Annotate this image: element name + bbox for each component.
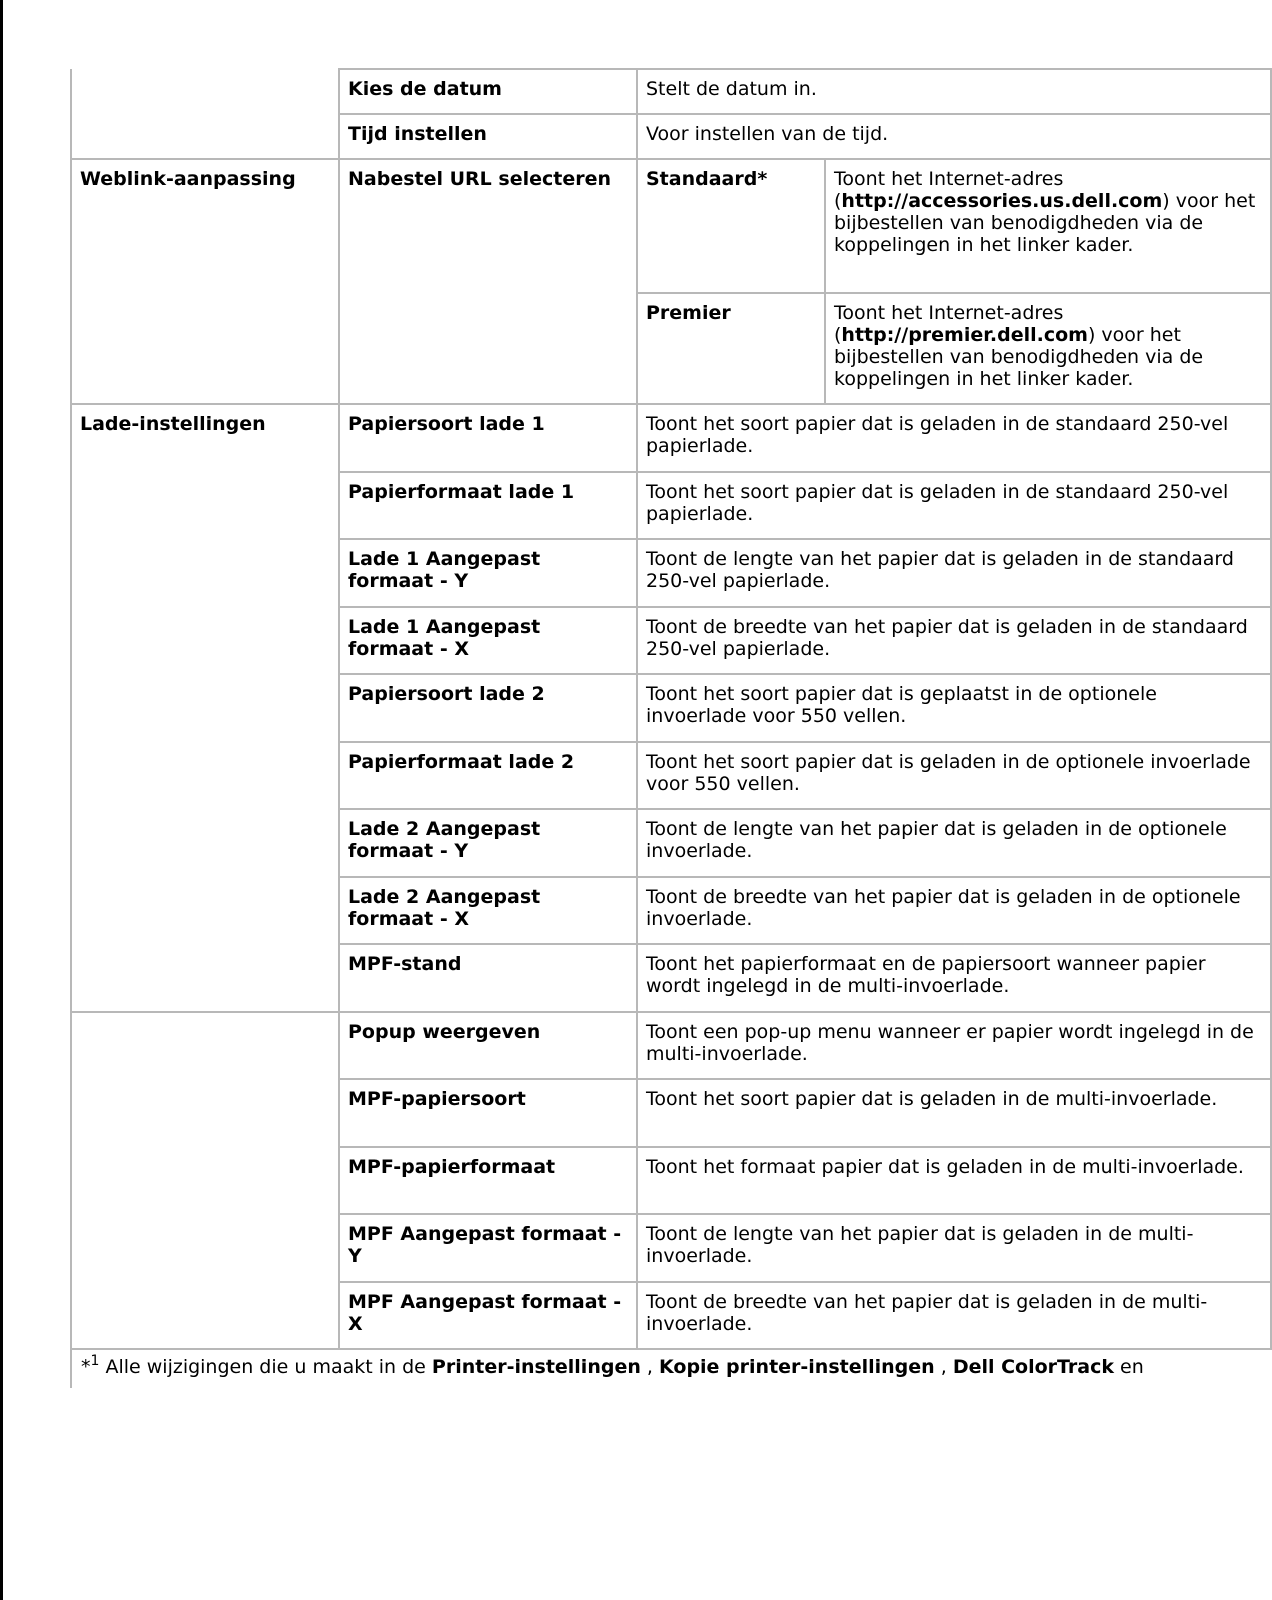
settings-table-viewport	[70, 68, 1256, 1408]
setting-cell: Lade 1 Aangepast formaat - X	[339, 607, 637, 674]
table-row	[71, 404, 1271, 472]
setting-cell: Kies de datum	[339, 69, 637, 114]
desc-cell: Toont de breedte van het papier dat is geladen in de standaard 250-vel papierlade.	[637, 607, 1271, 674]
desc-cell: Toont de breedte van het papier dat is geladen in de multi-invoerlade.	[637, 1282, 1271, 1349]
desc-text: ) voor het bijbestellen van benodigdheden via de koppelingen in het linker kader.	[834, 324, 1204, 390]
setting-cell: Papiersoort lade 1	[339, 404, 637, 472]
desc-cell: Toont het formaat papier dat is geladen in de multi-invoerlade.	[637, 1147, 1271, 1214]
option-desc-cell	[825, 293, 1271, 404]
setting-cell: Papierformaat lade 1	[339, 472, 637, 539]
footnote-sep: ,	[640, 1356, 659, 1378]
setting-cell: MPF Aangepast formaat - X	[339, 1282, 637, 1349]
group-cell: Lade-instellingen	[71, 404, 339, 1012]
page-left-rule	[0, 0, 3, 1600]
setting-cell: Lade 2 Aangepast formaat - X	[339, 877, 637, 944]
url-link[interactable]: http://premier.dell.com	[841, 324, 1088, 346]
setting-cell: Lade 1 Aangepast formaat - Y	[339, 539, 637, 607]
desc-cell: Toont de lengte van het papier dat is geladen in de optionele invoerlade.	[637, 809, 1271, 877]
setting-cell: MPF Aangepast formaat - Y	[339, 1214, 637, 1282]
footnote-sep: ,	[934, 1356, 953, 1378]
setting-cell: MPF-papiersoort	[339, 1079, 637, 1147]
desc-cell: Toont een pop-up menu wanneer er papier wordt ingelegd in de multi-invoerlade.	[637, 1012, 1271, 1079]
desc-cell: Stelt de datum in.	[637, 69, 1271, 114]
group-cell-empty	[71, 69, 339, 159]
desc-text: ) voor het bijbestellen van benodigdheden via de koppelingen in het linker kader.	[834, 190, 1256, 256]
desc-cell: Voor instellen van de tijd.	[637, 114, 1271, 159]
footnote-text: Alle wijzigingen die u maakt in de	[99, 1356, 432, 1378]
desc-cell: Toont de lengte van het papier dat is geladen in de multi-invoerlade.	[637, 1214, 1271, 1282]
desc-cell: Toont het soort papier dat is geladen in de standaard 250-vel papierlade.	[637, 472, 1271, 539]
footnote-bold: Kopie printer-instellingen	[659, 1356, 935, 1378]
footnote-marker: *	[81, 1356, 91, 1378]
footnote-sup: 1	[90, 1353, 100, 1369]
footnote-text: en	[1114, 1356, 1144, 1378]
setting-cell: MPF-stand	[339, 944, 637, 1012]
setting-cell: Nabestel URL selecteren	[339, 159, 637, 404]
desc-cell: Toont het papierformaat en de papiersoort wanneer papier wordt ingelegd in de multi-invoerlade.	[637, 944, 1271, 1012]
setting-cell: Papierformaat lade 2	[339, 742, 637, 809]
desc-cell: Toont de lengte van het papier dat is geladen in de standaard 250-vel papierlade.	[637, 539, 1271, 607]
group-cell: Weblink-aanpassing	[71, 159, 339, 404]
table-row	[71, 69, 1271, 114]
desc-text: Toont het Internet-adres (	[834, 302, 1064, 346]
desc-text: Toont het Internet-adres (	[834, 168, 1064, 212]
option-cell: Standaard*	[637, 159, 825, 293]
option-cell: Premier	[637, 293, 825, 404]
setting-cell: Papiersoort lade 2	[339, 674, 637, 742]
table-row	[71, 1012, 1271, 1079]
desc-cell: Toont het soort papier dat is geladen in de multi-invoerlade.	[637, 1079, 1271, 1147]
desc-cell: Toont het soort papier dat is geladen in de standaard 250-vel papierlade.	[637, 404, 1271, 472]
setting-cell: Tijd instellen	[339, 114, 637, 159]
url-link[interactable]: http://accessories.us.dell.com	[841, 190, 1163, 212]
table-row	[71, 159, 1271, 293]
footnote	[70, 1350, 1164, 1388]
setting-cell: MPF-papierformaat	[339, 1147, 637, 1214]
desc-cell: Toont het soort papier dat is geplaatst in de optionele invoerlade voor 550 vellen.	[637, 674, 1271, 742]
settings-table	[70, 68, 1272, 1350]
option-desc-cell	[825, 159, 1271, 293]
setting-cell: Popup weergeven	[339, 1012, 637, 1079]
setting-cell: Lade 2 Aangepast formaat - Y	[339, 809, 637, 877]
group-cell-empty	[71, 1012, 339, 1349]
desc-cell: Toont de breedte van het papier dat is geladen in de optionele invoerlade.	[637, 877, 1271, 944]
desc-cell: Toont het soort papier dat is geladen in de optionele invoerlade voor 550 vellen.	[637, 742, 1271, 809]
footnote-bold: Dell ColorTrack	[952, 1356, 1115, 1378]
footnote-bold: Printer-instellingen	[431, 1356, 641, 1378]
